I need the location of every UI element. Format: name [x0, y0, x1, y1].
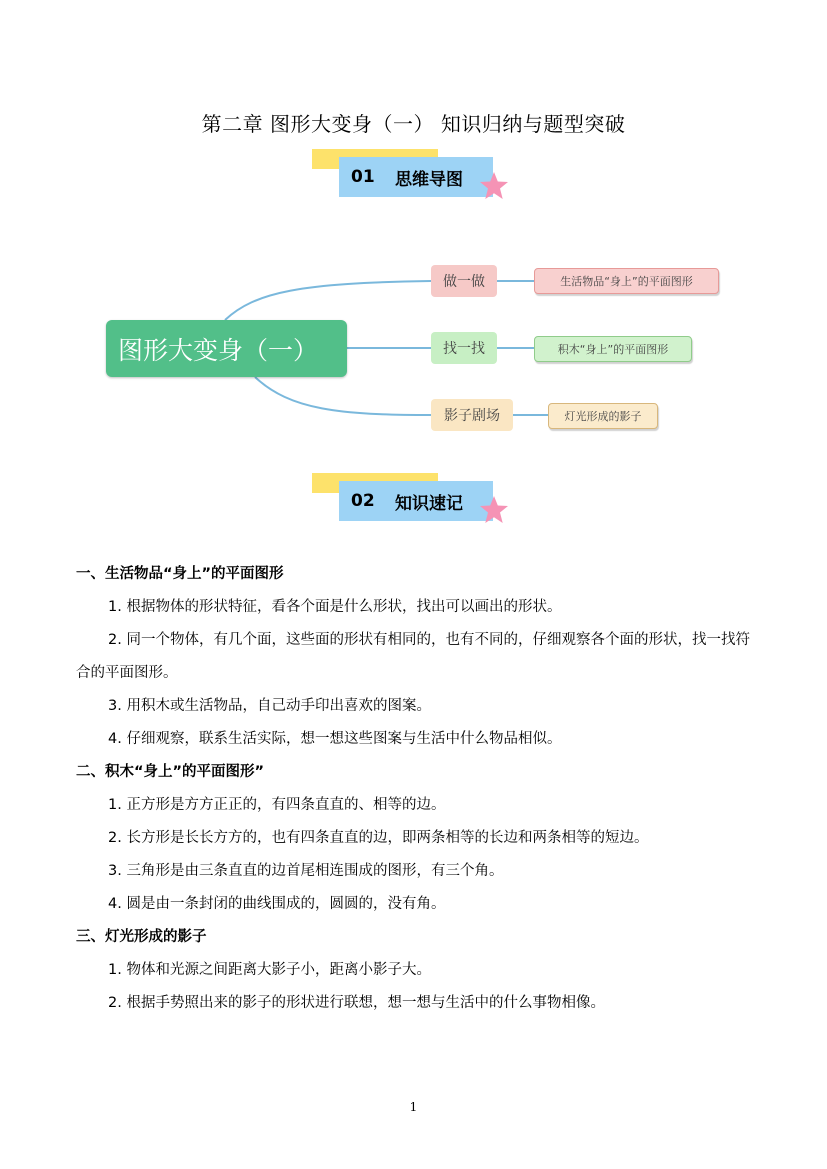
section-number: 02	[351, 491, 375, 511]
note-item: 2. 根据手势照出来的影子的形状进行联想，想一想与生活中的什么事物相像。	[108, 995, 605, 1011]
notes-content	[76, 558, 756, 1020]
section-heading: 一、生活物品“身上”的平面图形	[76, 566, 284, 582]
section-heading: 三、灯光形成的影子	[76, 929, 207, 945]
mind-map-branch: 找一找	[431, 332, 497, 364]
connector-line	[225, 281, 431, 320]
section-banner-02	[312, 473, 512, 533]
page-title: 第二章 图形大变身（一） 知识归纳与题型突破	[201, 112, 626, 136]
star-icon	[479, 495, 509, 525]
mind-map-leaf: 灯光形成的影子	[548, 403, 658, 429]
section-number: 01	[351, 167, 375, 187]
mind-map-branch: 影子剧场	[431, 399, 513, 431]
mind-map-leaf: 生活物品“身上”的平面图形	[534, 268, 719, 294]
mind-map-root: 图形大变身（一）	[106, 320, 347, 377]
note-item: 1. 物体和光源之间距离大影子小，距离小影子大。	[108, 962, 431, 978]
section-heading: 二、积木“身上”的平面图形”	[76, 764, 265, 780]
banner-label-box	[339, 481, 493, 521]
connector-line	[255, 377, 431, 415]
section-label: 思维导图	[395, 169, 463, 190]
section-label: 知识速记	[395, 493, 463, 514]
note-item: 1. 根据物体的形状特征，看各个面是什么形状，找出可以画出的形状。	[108, 599, 562, 615]
note-item: 4. 圆是由一条封闭的曲线围成的，圆圆的，没有角。	[108, 896, 446, 912]
note-item: 3. 用积木或生活物品，自己动手印出喜欢的图案。	[108, 698, 431, 714]
page-number: 1	[409, 1100, 418, 1114]
note-item: 2. 长方形是长长方方的，也有四条直直的边，即两条相等的长边和两条相等的短边。	[108, 830, 649, 846]
mind-map-branch: 做一做	[431, 265, 497, 297]
note-item: 1. 正方形是方方正正的，有四条直直的、相等的边。	[108, 797, 446, 813]
note-item: 2. 同一个物体，有几个面，这些面的形状有相同的，也有不同的，仔细观察各个面的形状，找一找符合的平面图形。	[76, 632, 750, 681]
note-item: 3. 三角形是由三条直直的边首尾相连围成的图形，有三个角。	[108, 863, 504, 879]
mind-map-leaf: 积木“身上”的平面图形	[534, 336, 692, 362]
note-item: 4. 仔细观察，联系生活实际，想一想这些图案与生活中什么物品相似。	[108, 731, 562, 747]
